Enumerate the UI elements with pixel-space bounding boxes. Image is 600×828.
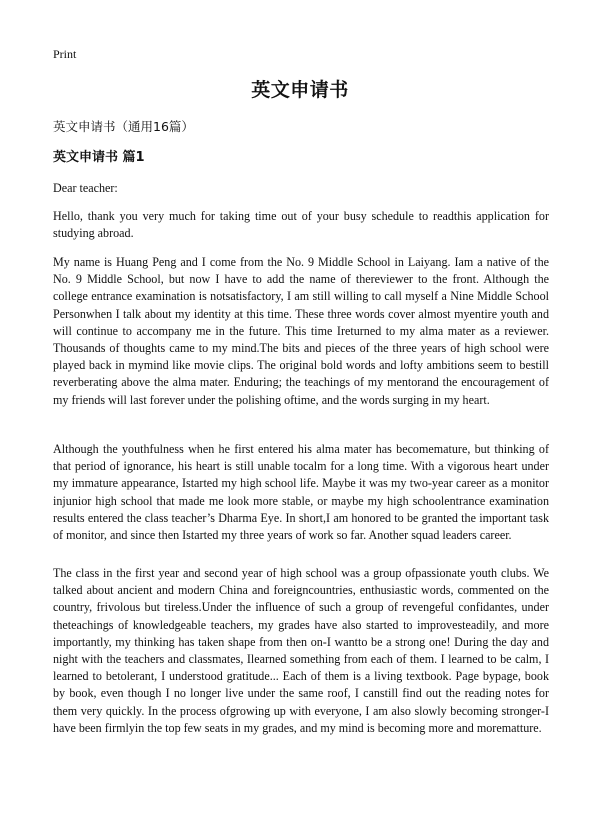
- document-subtitle: 英文申请书（通用16篇）: [53, 119, 194, 134]
- paragraph-2: My name is Huang Peng and I come from the No. 9 Middle School in Laiyang. Iam a native of the No. 9 Middle School, but now I have to add the name of thereviewer to the front. Although the college entrance examination is notsatisfactory, I am still willing to call myself a Nine Middle School Personwhen I talk about my identity at this time. These three words cover almost myentire youth and will continue to accompany me in the future. This time Ireturned to my alma mater as a reviewer. Thousands of thoughts came to my mind.The bits and pieces of the three years of high school were played back in mymind like movie clips. The original bold words and lofty ambitions seem to bestill reverberating above the alma mater. Enduring; the teachings of my mentorand the encouragement of my friends will last forever under the polishing oftime, and the words surging in my heart.: [53, 255, 549, 407]
- print-link[interactable]: Print: [53, 47, 77, 61]
- letter-greeting: Dear teacher:: [53, 181, 118, 195]
- paragraph-1: Hello, thank you very much for taking time out of your busy schedule to readthis application for studying abroad.: [53, 209, 549, 241]
- document-title: 英文申请书: [251, 79, 349, 101]
- paragraph-3: Although the youthfulness when he first entered his alma mater has becomemature, but thinking of that period of ignorance, his heart is still unable tocalm for a long time. With a vigorous heart under my immature appearance, Istarted my high school life. Maybe it was my two-year career as a monitor injunior high school that made me look more stable, or maybe my high schoolentrance examination results entered the class teacher’s Dharma Eye. In short,I am honored to be granted the important task of monitor, and since then Istarted my three years of work so far. Another squad leaders career.: [53, 442, 549, 543]
- paragraph-4: The class in the first year and second year of high school was a group ofpassionate youth clubs. We talked about ancient and modern China and foreigncountries, enthusiastic words, commented on the country, frivolous but tireless.Under the influence of such a group of revengeful confidantes, under theteachings of knowledgeable teachers, my grades have also started to improvesteadily, and more importantly, my thinking has taken shape from then on-I wantto be a strong one! During the day and night with the teachers and classmates, Ilearned something from each of them. I learned to be calm, I learned to betolerant, I understood gratitude... Each of them is a living textbook. Page bypage, book by book, even though I no longer live under the same roof, I canstill find out the reading notes for them very quickly. In the process ofgrowing up with everyone, I am also slowly becoming stronger-I have been firmlyin the top few seats in my grades, and my mind is becoming more and morematture.: [53, 566, 549, 735]
- section-heading: 英文申请书 篇1: [53, 150, 145, 165]
